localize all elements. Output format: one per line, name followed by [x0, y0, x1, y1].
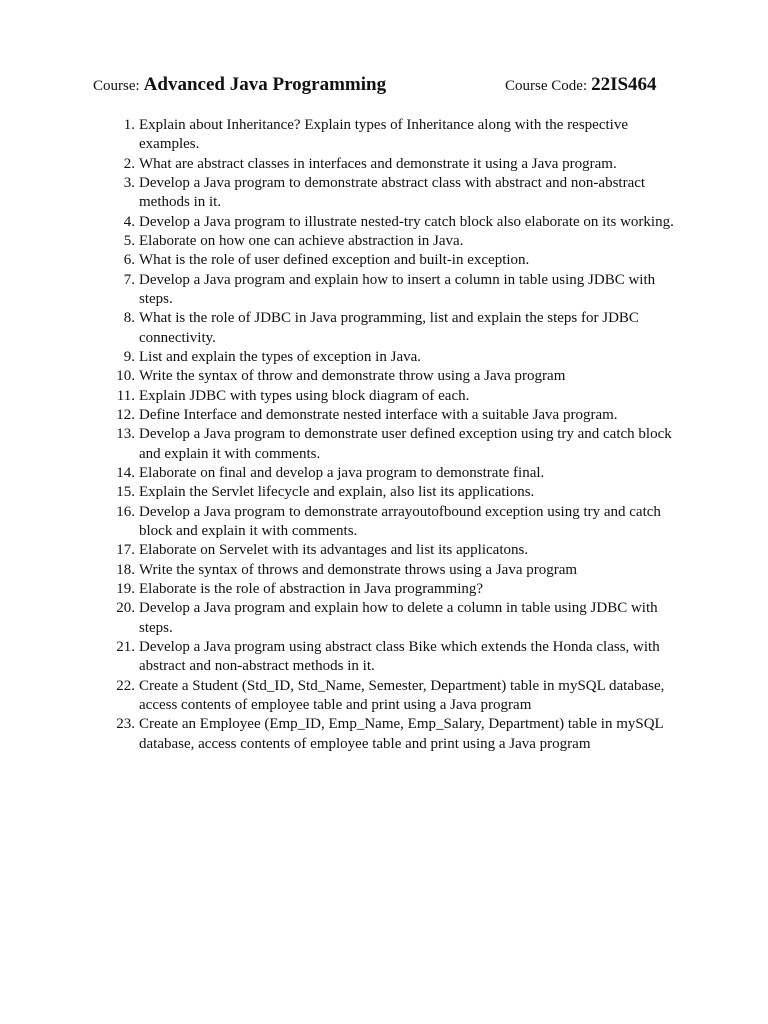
question-number: 12.	[116, 406, 135, 423]
question-number: 23.	[116, 716, 135, 733]
question-number: 7.	[123, 271, 135, 288]
question-item	[116, 464, 679, 483]
question-text: What is the role of user defined exception and built-in exception.	[139, 252, 530, 269]
question-number: 1.	[123, 117, 135, 133]
course-code: 22IS464	[591, 74, 657, 95]
question-number: 22.	[116, 677, 135, 694]
question-item	[123, 155, 679, 174]
question-item	[116, 599, 679, 638]
question-number: 14.	[116, 464, 135, 481]
question-number: 5.	[123, 232, 135, 249]
question-item	[116, 638, 679, 677]
question-item	[116, 503, 679, 542]
question-item	[116, 387, 679, 406]
question-item	[123, 309, 679, 348]
question-text: Develop a Java program using abstract class Bike which extends the Honda class, with abstract and non-abstract methods in it.	[139, 638, 660, 675]
question-text: Elaborate is the role of abstraction in Java programming?	[139, 580, 484, 597]
question-item	[116, 580, 679, 599]
question-item	[123, 251, 679, 270]
question-text: Develop a Java program to illustrate nested-try catch block also elaborate on its working.	[139, 213, 674, 230]
question-text: What are abstract classes in interfaces and demonstrate it using a Java program.	[139, 155, 617, 172]
question-text: Elaborate on how one can achieve abstraction in Java.	[139, 232, 464, 249]
question-number: 6.	[123, 252, 135, 269]
question-text: Create a Student (Std_ID, Std_Name, Semester, Department) table in mySQL database, access contents of employee table and print using a Java program	[139, 677, 665, 713]
question-text: Develop a Java program and explain how to insert a column in table using JDBC with steps.	[139, 271, 656, 307]
question-number: 21.	[116, 638, 135, 655]
question-number: 16.	[116, 503, 135, 520]
question-item	[123, 174, 679, 213]
question-item	[116, 425, 679, 464]
course-code-block	[505, 74, 657, 96]
course-header	[93, 74, 673, 100]
question-number: 10.	[116, 368, 135, 385]
question-number: 15.	[116, 484, 135, 501]
question-item	[116, 406, 679, 425]
question-list	[116, 116, 679, 754]
question-item	[123, 271, 679, 310]
question-item	[116, 561, 679, 580]
question-text: Develop a Java program to demonstrate arrayoutofbound exception using try and catch block and explain it with comments.	[139, 503, 661, 539]
question-text: Develop a Java program to demonstrate user defined exception using try and catch block and explain it with comments.	[139, 426, 672, 462]
course-code-label: Course Code:	[505, 78, 588, 94]
question-number: 4.	[123, 213, 135, 230]
question-text: Explain about Inheritance? Explain types of Inheritance along with the respective examples.	[139, 117, 628, 153]
question-item	[116, 367, 679, 386]
question-number: 11.	[116, 387, 135, 404]
question-text: Explain JDBC with types using block diagram of each.	[139, 387, 470, 404]
question-text: Elaborate on final and develop a java program to demonstrate final.	[139, 464, 545, 481]
question-text: Explain the Servlet lifecycle and explain, also list its applications.	[139, 484, 535, 501]
question-item	[123, 348, 679, 367]
question-item	[123, 213, 679, 232]
question-number: 3.	[123, 174, 135, 191]
question-text: List and explain the types of exception in Java.	[139, 348, 422, 365]
question-item	[116, 715, 679, 754]
question-text: Write the syntax of throw and demonstrate throw using a Java program	[139, 368, 566, 385]
question-item	[123, 116, 679, 155]
question-number: 17.	[116, 542, 135, 559]
question-text: Define Interface and demonstrate nested interface with a suitable Java program.	[139, 406, 618, 423]
question-number: 18.	[116, 561, 135, 578]
course-name: Advanced Java Programming	[143, 74, 387, 95]
question-text: What is the role of JDBC in Java programming, list and explain the steps for JDBC connectivity.	[139, 310, 639, 346]
question-item	[116, 483, 679, 502]
question-item	[116, 677, 679, 716]
question-text: Develop a Java program and explain how to delete a column in table using JDBC with steps.	[139, 600, 658, 636]
question-number: 20.	[116, 600, 135, 617]
question-item	[116, 541, 679, 560]
question-text: Write the syntax of throws and demonstrate throws using a Java program	[139, 561, 578, 578]
question-text: Create an Employee (Emp_ID, Emp_Name, Emp_Salary, Department) table in mySQL database, access contents of employee table and print using a Java program	[139, 716, 664, 752]
question-number: 13.	[116, 426, 135, 443]
question-number: 2.	[123, 155, 135, 172]
course-title	[93, 74, 386, 96]
question-text: Elaborate on Servelet with its advantages and list its applicatons.	[139, 542, 529, 559]
course-label: Course:	[93, 78, 140, 94]
question-number: 19.	[116, 580, 135, 597]
question-number: 9.	[123, 348, 135, 365]
question-text: Develop a Java program to demonstrate abstract class with abstract and non-abstract methods in it.	[139, 174, 646, 211]
question-number: 8.	[123, 310, 135, 327]
question-item	[123, 232, 679, 251]
